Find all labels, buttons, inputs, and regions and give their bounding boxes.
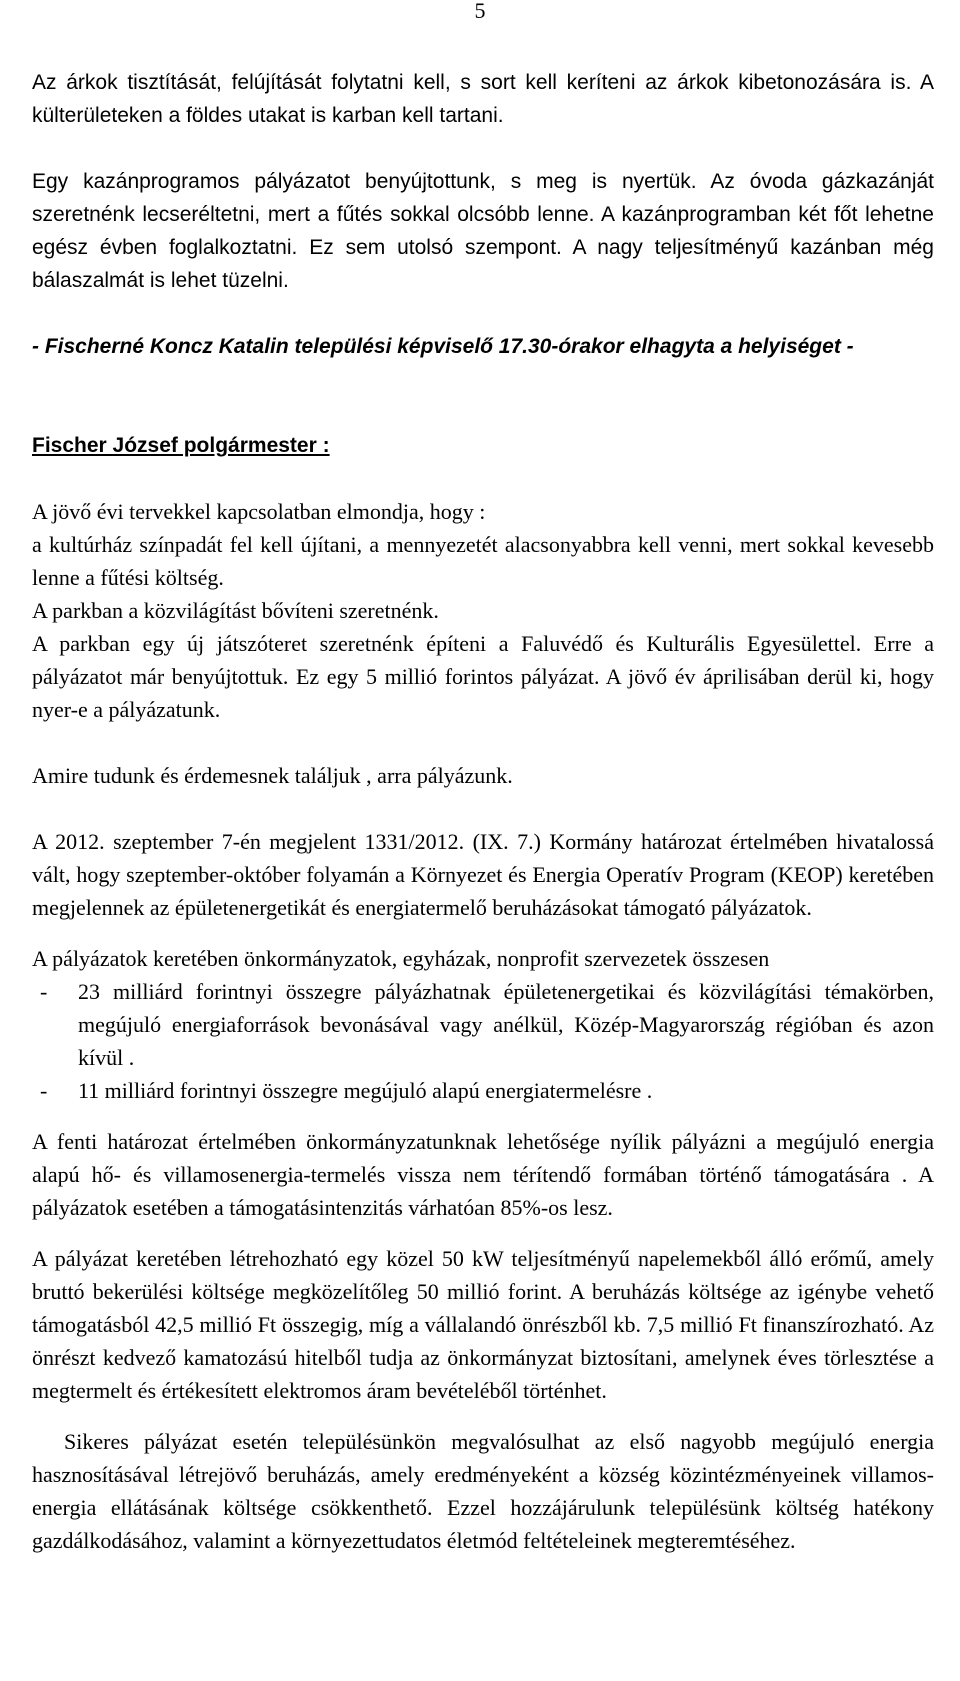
page-number: 5	[474, 0, 486, 23]
spacer	[32, 132, 934, 165]
dash-bullet: -	[40, 1078, 48, 1103]
paragraph-opportunity: A fenti határozat értelmében önkormányzatunknak lehetősége nyílik pályázni a megújuló energia alapú hő- és villamosenergia-termelés vissza nem térítendő formában történő támogatására . A pályázatok esetében a támogatásintenzitás várhatóan 85%-os lesz.	[32, 1129, 934, 1220]
list-item-text: 23 milliárd forintnyi összegre pályázhatnak épületenergetikai és közvilágítási témakörben, megújuló energiaforrások bevonásával vagy anélkül, Közép-Magyarország régióban és azon kívül .	[78, 979, 934, 1070]
spacer	[32, 792, 934, 825]
paragraph-boiler-program: Egy kazánprogramos pályázatot benyújtottunk, s meg is nyertük. Az óvoda gázkazánját szeretnénk lecseréltetni, mert a fűtés sokkal olcsóbb lenne. A kazánprogramban két főt lehetne egész évben foglalkoztatni. Ez sem utolsó szempont. A nagy teljesítményű kazánban még bálaszalmát is lehet tüzelni.	[32, 170, 934, 292]
paragraph-solar-plant: A pályázat keretében létrehozható egy közel 50 kW teljesítményű napelemekből álló erőmű, amely bruttó bekerülési költsége megközelítőleg 50 millió forint. A beruházás költsége az igénybe vehető támogatásból 42,5 millió Ft összegig, míg a vállalandó önrészből kb. 7,5 millió Ft finanszírozható. Az önrészt kedvező kamatozású hitelből tudja az önkormányzat biztosítani, amelynek éves törlesztése a megtermelt és értékesített elektromos áram bevételéből történhet.	[32, 1246, 934, 1403]
spacer	[32, 363, 934, 429]
plans-culture-house: a kultúrház színpadát fel kell újítani, a mennyezetét alacsonyabbra kell venni, mert sokkal kevesebb lenne a fűtési költség.	[32, 532, 934, 590]
spacer	[32, 1107, 934, 1125]
spacer	[32, 726, 934, 759]
spacer	[32, 1407, 934, 1425]
departure-note: - Fischerné Koncz Katalin települési képviselő 17.30-órakor elhagyta a helyiséget -	[32, 335, 854, 358]
spacer	[32, 297, 934, 330]
paragraph-ditches: Az árkok tisztítását, felújítását folytatni kell, s sort kell keríteni az árkok kibetonozására is. A külterületeken a földes utakat is karban kell tartani.	[32, 71, 934, 127]
spacer	[32, 1224, 934, 1242]
list-item-text: 11 milliárd forintnyi összegre megújuló alapú energiatermelésre .	[78, 1078, 653, 1103]
paragraph-government-decree: A 2012. szeptember 7-én megjelent 1331/2012. (IX. 7.) Kormány határozat értelmében hivatalossá vált, hogy szeptember-október folyamán a Környezet és Energia Operatív Program (KEOP) keretében megjelennek az épületenergetikát és energiatermelő beruházásokat támogató pályázatok.	[32, 829, 934, 920]
paragraph-apply: Amire tudunk és érdemesnek találjuk , arra pályázunk.	[32, 763, 513, 788]
plans-playground: A parkban egy új játszóteret szeretnénk építeni a Faluvédő és Kulturális Egyesülettel. Erre a pályázatot már benyújtottuk. Ez egy 5 millió forintos pályázat. A jövő év áprilisában derül ki, hogy nyer-e a pályázatunk.	[32, 631, 934, 722]
plans-park-lighting: A parkban a közvilágítást bővíteni szeretnénk.	[32, 598, 439, 623]
dash-bullet: -	[40, 979, 48, 1004]
paragraph-tenders-intro: A pályázatok keretében önkormányzatok, egyházak, nonprofit szervezetek összesen	[32, 946, 770, 971]
spacer	[32, 462, 934, 495]
mayor-heading: Fischer József polgármester :	[32, 434, 330, 457]
paragraph-success: Sikeres pályázat esetén településünkön megvalósulhat az első nagyobb megújuló energia hasznosításával létrejövő beruházás, amely eredményeként a község közintézményeinek villamos-energia ellátásának költsége csökkenthető. Ezzel hozzájárulunk településünk költség hatékony gazdálkodásához, valamint a környezettudatos életmód feltételeinek megteremtéséhez.	[32, 1429, 934, 1553]
plans-intro: A jövő évi tervekkel kapcsolatban elmondja, hogy :	[32, 499, 486, 524]
list-item	[32, 1074, 934, 1107]
spacer	[32, 924, 934, 942]
list-item	[32, 975, 934, 1074]
document-body	[32, 66, 934, 1557]
tender-amount-list	[32, 975, 934, 1107]
